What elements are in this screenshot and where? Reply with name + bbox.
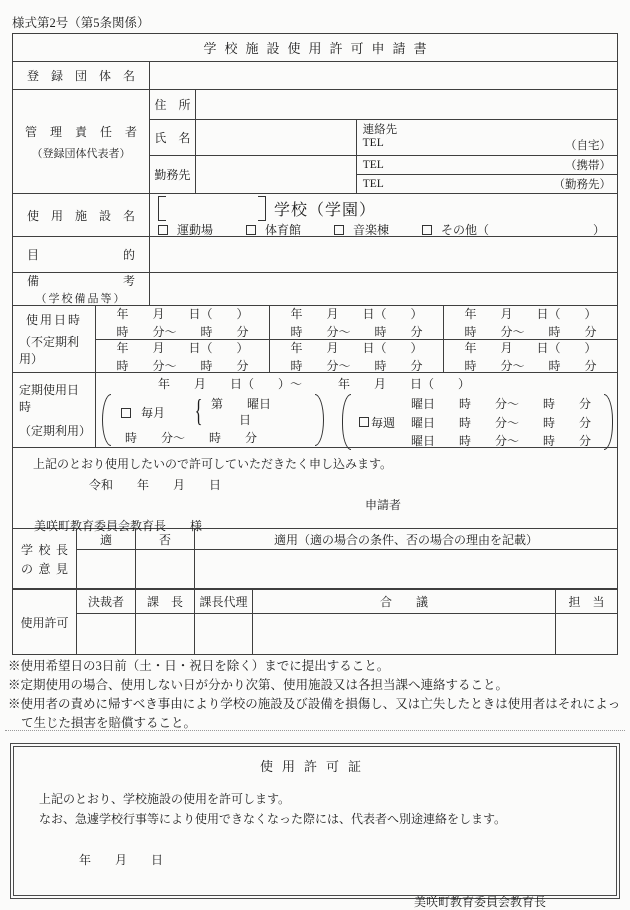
facility-label: 使用施設名: [27, 208, 135, 223]
option-ground: 運動場: [158, 221, 213, 238]
tel-label: TEL: [362, 178, 384, 191]
school-suffix: 学校（学園）: [274, 202, 377, 219]
staff-header: 担 当: [555, 590, 617, 613]
address-label: 住 所: [154, 98, 191, 112]
name-row: [150, 119, 617, 155]
open-paren: [342, 394, 351, 450]
form-number: 様式第2号（第5条関係）: [12, 16, 150, 30]
notes-list: [8, 657, 624, 733]
school-name-input[interactable]: [166, 196, 258, 221]
deny-input[interactable]: [135, 550, 194, 588]
contact-home-cell[interactable]: [356, 120, 617, 155]
regular-range-line[interactable]: 年 月 日（ ）～ 年 月 日（ ）: [158, 377, 471, 391]
option-other: その他（ ）: [422, 221, 609, 238]
address-row: [150, 90, 617, 119]
regular-usage-body: [95, 373, 617, 447]
tel-home-label: （自宅）: [565, 140, 611, 152]
monthly-group: [102, 394, 324, 446]
purpose-label: 目的: [27, 248, 135, 262]
certificate-inner: [13, 746, 617, 909]
workplace-row: [150, 155, 617, 193]
application-date-line[interactable]: 令和 年 月 日: [89, 478, 222, 492]
weekly-line-3[interactable]: 曜日 時 分～ 時 分: [411, 433, 592, 448]
open-paren: [102, 394, 111, 446]
facility-body: [149, 194, 617, 236]
staff-input[interactable]: [555, 614, 617, 654]
weekly-option: 毎週: [359, 394, 395, 450]
contact-tel-cells: [356, 156, 617, 193]
option-gym: 体育館: [246, 221, 301, 238]
deputy-chief-header: 課長代理: [194, 590, 252, 613]
certificate-issuer: 美咲町教育委員会教育長: [413, 895, 546, 909]
applicant-label[interactable]: 申請者: [365, 498, 402, 512]
addressee-line: 美咲町教育委員会教育長 様: [34, 519, 203, 533]
certificate-box: [10, 743, 620, 909]
address-input[interactable]: [195, 90, 617, 119]
section-chief-input[interactable]: [135, 614, 194, 654]
facility-options-line: [158, 221, 609, 238]
usage-slot-3[interactable]: 年 月 日（ ） 時 分～ 時 分: [443, 306, 617, 339]
monthly-time-line[interactable]: 時 分～ 時 分: [125, 431, 258, 445]
weekly-checkbox[interactable]: [359, 417, 369, 427]
remarks-row: [13, 272, 617, 305]
registered-group-label: 登録団体名: [27, 69, 135, 83]
tel-mobile-label: （携帯）: [565, 160, 612, 173]
usage-datetime-sublabel: （不定期利用）: [19, 335, 80, 366]
tel-label: TEL: [362, 159, 384, 172]
approver-input[interactable]: [77, 614, 135, 654]
registered-group-row: [13, 61, 617, 89]
weekly-line-2[interactable]: 曜日 時 分～ 時 分: [411, 415, 592, 430]
other-checkbox[interactable]: [422, 225, 432, 235]
usage-row-1: [96, 306, 617, 339]
certificate-date-line[interactable]: 年 月 日: [79, 853, 164, 867]
open-bracket: [158, 196, 166, 221]
principal-opinion-label: 学校長 の意見: [21, 542, 68, 576]
cut-line: [5, 730, 625, 731]
permission-value-row: [77, 613, 617, 654]
permission-section: [13, 588, 617, 654]
monthly-option: 毎月: [121, 404, 165, 421]
permission-label: 使用許可: [20, 615, 69, 630]
facility-section: [13, 193, 617, 236]
workplace-label: 勤務先: [154, 168, 191, 182]
approver-header: 決裁者: [87, 595, 124, 609]
music-checkbox[interactable]: [334, 225, 344, 235]
ground-checkbox[interactable]: [158, 225, 168, 235]
deputy-chief-input[interactable]: [194, 614, 252, 654]
manager-detail: [149, 90, 617, 193]
purpose-input[interactable]: [149, 237, 617, 272]
permission-grid: [76, 590, 617, 654]
monthly-week-line[interactable]: 第 曜日: [211, 397, 272, 411]
manager-label: 管理責任者 （登録団体代表者）: [25, 124, 137, 160]
usage-slot-1[interactable]: 年 月 日（ ） 時 分～ 時 分: [116, 307, 249, 339]
contact-mobile-cell[interactable]: [357, 156, 617, 174]
weekly-line-1[interactable]: 曜日 時 分～ 時 分: [411, 397, 592, 412]
note-3: ※使用者の責めに帰すべき事由により学校の施設及び設備を損傷し、又は亡失したときは使用者はそれによって生じた損害を賠償すること。: [8, 697, 621, 730]
principal-opinion-grid: [76, 529, 617, 588]
weekly-lines: [411, 394, 604, 450]
manager-section: [13, 89, 617, 193]
council-input[interactable]: [252, 614, 555, 654]
certificate-line-1: 上記のとおり、学校施設の使用を許可します。: [39, 792, 291, 806]
usage-datetime-grid: [95, 306, 617, 372]
regular-usage-sublabel: （定期利用）: [19, 424, 92, 439]
close-paren: [604, 394, 613, 450]
deny-header: 否: [135, 529, 194, 549]
usage-row-2: [96, 339, 617, 372]
form-title: 学校施設使用許可申請書: [203, 41, 435, 56]
remarks-input[interactable]: [149, 273, 617, 305]
remarks-label: 備考 （学校備品等）: [27, 274, 135, 305]
certificate-line-2: なお、急遽学校行事等により使用できなくなった際には、代表者へ別途連絡をします。: [39, 812, 507, 826]
detail-input[interactable]: [194, 550, 617, 588]
opinion-value-row: [77, 549, 617, 588]
application-table: [12, 33, 618, 655]
permission-header-row: [77, 590, 617, 613]
note-1: ※使用希望日の3日前（土・日・祝日を除く）までに提出すること。: [8, 659, 390, 673]
name-label: 氏 名: [154, 131, 191, 145]
option-music: 音楽棟: [334, 221, 389, 238]
regular-usage-section: [13, 372, 617, 447]
usage-slot-6[interactable]: 年 月 日（ ） 時 分～ 時 分: [443, 340, 617, 372]
detail-header: 適用（適の場合の条件、否の場合の理由を記載）: [194, 529, 617, 549]
workplace-input[interactable]: [195, 156, 356, 193]
school-name-line: [158, 196, 609, 221]
remarks-sublabel: （学校備品等）: [35, 293, 127, 305]
form-title-row: [13, 34, 617, 61]
approve-input[interactable]: [77, 550, 135, 588]
statement-text: 上記のとおり使用したいので許可していただきたく申し込みます。: [33, 457, 393, 471]
usage-datetime-section: [13, 305, 617, 372]
close-paren: [315, 394, 324, 446]
purpose-row: [13, 236, 617, 272]
approve-header: 適: [99, 532, 112, 547]
tel-work-label: （勤務先）: [553, 179, 612, 192]
usage-slot-5[interactable]: 年 月 日（ ） 時 分～ 時 分: [269, 340, 443, 372]
council-header: 合 議: [252, 590, 555, 613]
manager-sublabel: （登録団体代表者）: [31, 147, 131, 160]
principal-opinion-section: [13, 528, 617, 588]
usage-slot-4[interactable]: 年 月 日（ ） 時 分～ 時 分: [116, 340, 249, 373]
regular-usage-label: 定期使用日時 （定期利用）: [19, 382, 92, 439]
close-bracket: [258, 196, 266, 221]
section-chief-header: 課 長: [135, 590, 194, 613]
gym-checkbox[interactable]: [246, 225, 256, 235]
note-2: ※定期使用の場合、使用しない日が分かり次第、使用施設又は各担当課へ連絡すること。: [8, 678, 509, 692]
tel-label: TEL: [362, 137, 384, 149]
contact-work-cell[interactable]: [357, 174, 617, 193]
opinion-header-row: [77, 529, 617, 549]
usage-datetime-label: 使用日時 （不定期利用）: [13, 306, 95, 372]
registered-group-input[interactable]: [149, 62, 617, 89]
weekly-group: [342, 394, 613, 450]
brace-icon: {: [194, 396, 203, 430]
usage-slot-2[interactable]: 年 月 日（ ） 時 分～ 時 分: [269, 306, 443, 339]
statement-section: [13, 447, 617, 533]
monthly-day-line[interactable]: 日: [239, 413, 252, 427]
contact-label: 連絡先: [362, 124, 398, 136]
name-input[interactable]: [195, 120, 356, 155]
certificate-title: 使用許可証: [259, 759, 370, 774]
monthly-checkbox[interactable]: [121, 408, 131, 418]
